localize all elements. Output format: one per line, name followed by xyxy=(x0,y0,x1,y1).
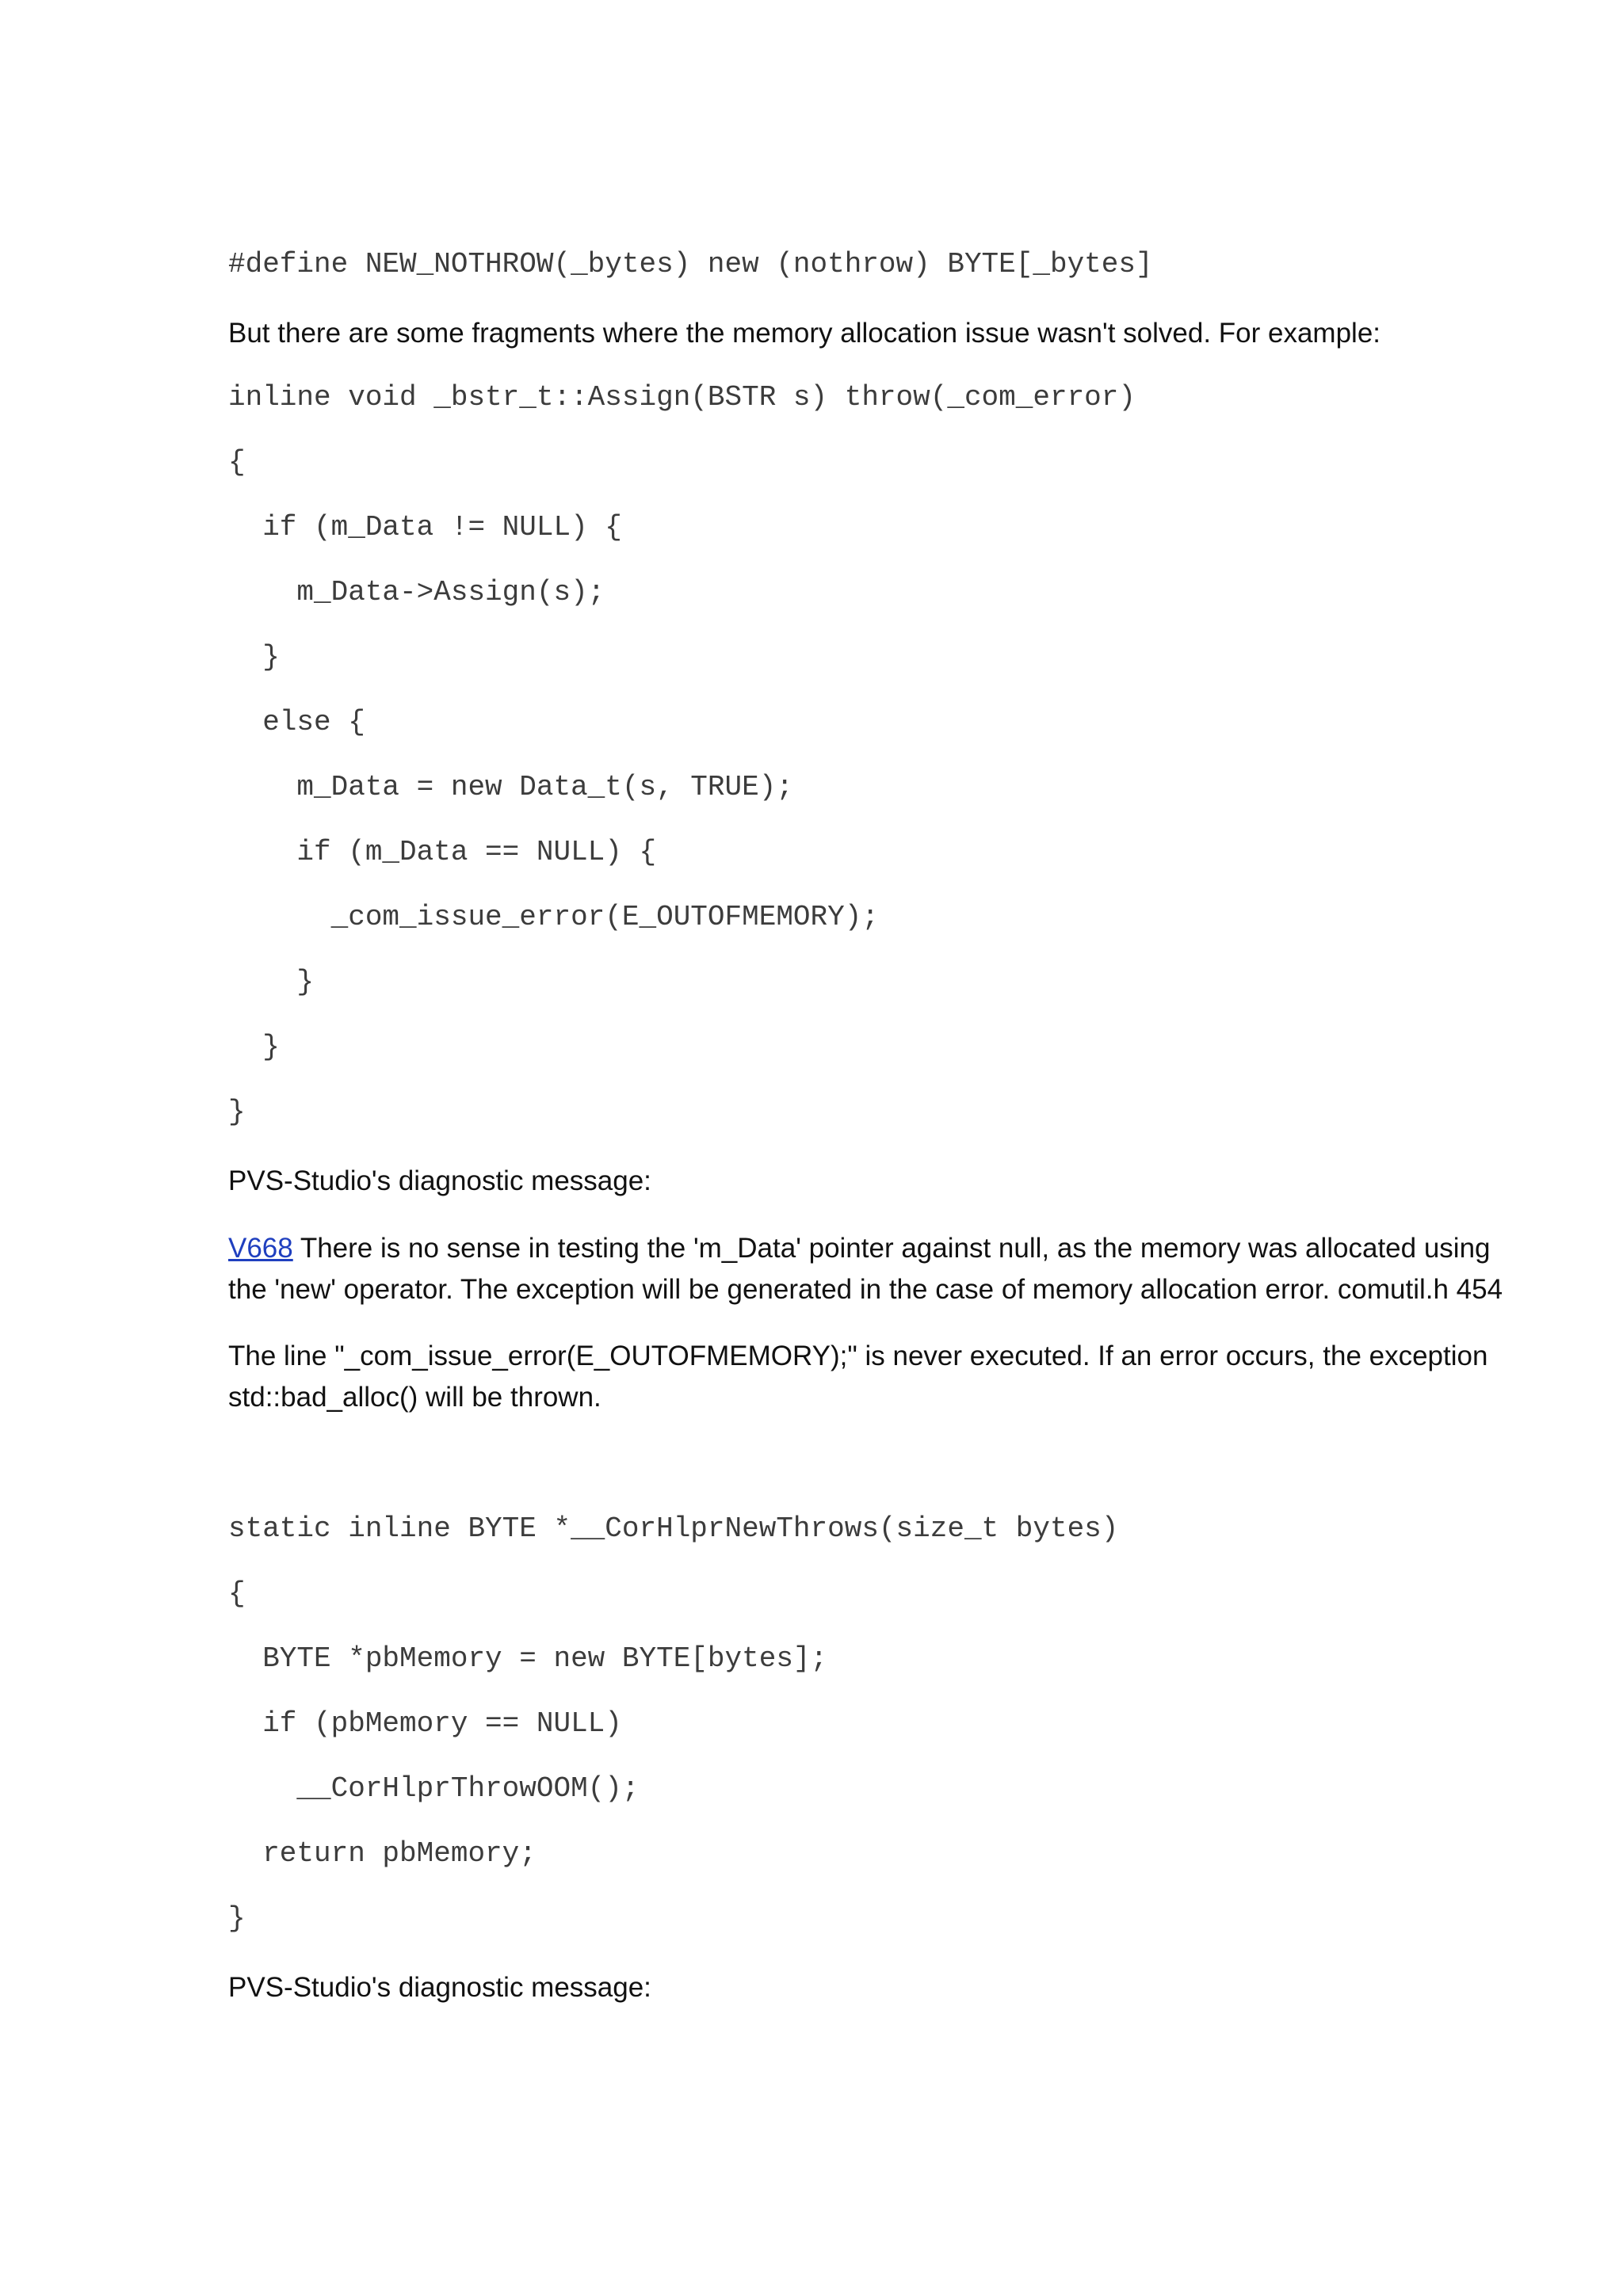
code-line: if (m_Data != NULL) { xyxy=(228,511,622,543)
code-line: } xyxy=(228,641,280,673)
paragraph-intro: But there are some fragments where the memory allocation issue wasn't solved. For example: xyxy=(228,318,1381,349)
paragraph-explanation: The line "_com_issue_error(E_OUTOFMEMORY);" is never executed. If an error occurs, the exception std::bad_alloc() will be thrown. xyxy=(228,1341,1488,1413)
code-line: else { xyxy=(228,706,365,738)
code-line: __CorHlprThrowOOM(); xyxy=(228,1772,640,1805)
code-line: { xyxy=(228,1577,246,1610)
code-line: inline void _bstr_t::Assign(BSTR s) throw(_com_error) xyxy=(228,381,1136,414)
v668-link[interactable]: V668 xyxy=(228,1233,293,1264)
code-line: { xyxy=(228,446,246,479)
code-line: _com_issue_error(E_OUTOFMEMORY); xyxy=(228,901,879,933)
code-line: m_Data = new Data_t(s, TRUE); xyxy=(228,771,793,803)
code-line: } xyxy=(228,1902,246,1935)
diagnostic-text: There is no sense in testing the 'm_Data' pointer against null, as the memory was allocated using the 'new' operator. The exception will be generated in the case of memory allocation error. comutil.h 454 xyxy=(228,1233,1503,1305)
paragraph-diagnostic-heading: PVS-Studio's diagnostic message: xyxy=(228,1165,651,1196)
code-line: if (pbMemory == NULL) xyxy=(228,1707,622,1740)
code-line: } xyxy=(228,1031,280,1063)
code-line: static inline BYTE *__CorHlprNewThrows(size_t bytes) xyxy=(228,1512,1119,1545)
code-line: } xyxy=(228,966,315,998)
code-line: #define NEW_NOTHROW(_bytes) new (nothrow) BYTE[_bytes] xyxy=(228,248,1153,280)
paragraph-diagnostic-message xyxy=(228,1228,1512,1310)
code-line: BYTE *pbMemory = new BYTE[bytes]; xyxy=(228,1642,828,1675)
code-line: if (m_Data == NULL) { xyxy=(228,836,657,868)
code-line: m_Data->Assign(s); xyxy=(228,576,605,608)
code-line: } xyxy=(228,1096,246,1128)
paragraph-diagnostic-heading: PVS-Studio's diagnostic message: xyxy=(228,1972,651,2003)
code-line: return pbMemory; xyxy=(228,1837,537,1870)
